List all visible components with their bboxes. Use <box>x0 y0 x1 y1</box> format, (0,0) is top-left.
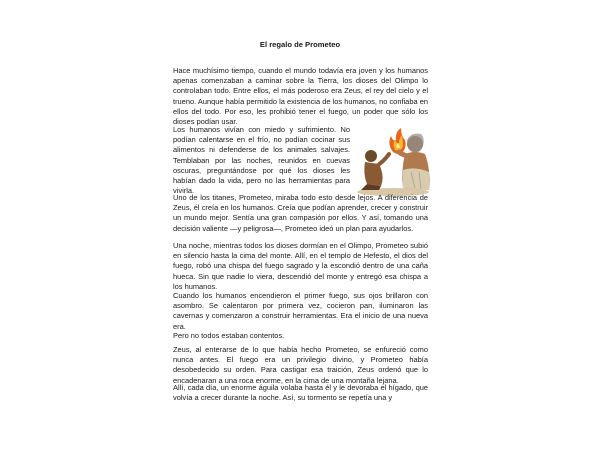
paragraph-text: Pero no todos estaban contentos. <box>173 331 285 340</box>
paragraph-prometheus-watches <box>173 193 428 234</box>
paragraph-text: Una noche, mientras todos los dioses dormían en el Olimpo, Prometeo subió en silencio hasta la cima del monte. Allí, en el templo de Hefesto, el dios del fuego, robó una chispa del fuego sagrado y la escondió dentro de una caña hueca. Sin que nadie lo viera, descendió del monte y entregó esa chispa a los humanos. <box>173 241 428 291</box>
paragraph-text: Zeus, al enterarse de lo que había hecho Prometeo, se enfureció como nunca antes. El fuego era un privilegio divino, y Prometeo había desobedecido su orden. Para castigar esa traición, Zeus ordenó que lo encadenaran a una roca enorme, en la cima de una montaña lejana. <box>173 345 428 385</box>
document-title: El regalo de Prometeo <box>259 40 341 49</box>
prometheus-fire-illustration <box>355 126 433 196</box>
paragraph-text: Cuando los humanos encendieron el primer fuego, sus ojos brillaron con asombro. Se calentaron por primera vez, cocieron pan, iluminaron las cavernas y comenzaron a construir herramientas. Era el inicio de una nueva era. <box>173 291 428 331</box>
paragraph-text: Hace muchísimo tiempo, cuando el mundo todavía era joven y los humanos apenas comenzaban a caminar sobre la Tierra, los dioses del Olimpo lo controlaban todo. Entre ellos, el más poderoso era Zeus, el rey del cielo y el trueno. Aunque había permitido la existencia de los humanos, no confiaba en ellos del todo. Por eso, les prohibió tener el fuego, un poder que sólo los dioses podían usar. <box>173 66 428 127</box>
paragraph-text: Allí, cada día, un enorme águila volaba hasta él y le devoraba el hígado, que volvía a crecer durante la noche. Así, su tormento se repetía una y <box>173 383 428 403</box>
prometheus-giving-fire-icon <box>355 126 433 196</box>
paragraph-eagle-punishment <box>173 383 428 403</box>
paragraph-humans-fear <box>173 125 350 196</box>
human-figure <box>361 150 389 190</box>
paragraph-text: Los humanos vivían con miedo y sufrimiento. No podían calentarse en el frío, no podían cocinar sus alimentos ni defenderse de los animales salvajes. Temblaban por las noches, reunidos en cuevas oscuras, preguntándose por qué los dioses les habían dado la vida, pero no las herramientas para vivirla. <box>173 125 350 196</box>
paragraph-zeus-anger <box>173 345 428 386</box>
paragraph-text: Uno de los titanes, Prometeo, miraba todo esto desde lejos. A diferencia de Zeus, él creía en los humanos. Creía que podían aprender, crecer y construir un mundo mejor. Sentía una gran compasión por ellos. Y así, tomando una decisión valiente —y peligrosa—, Prometeo ideó un plan para ayudarlos. <box>173 193 428 233</box>
paragraph-intro <box>173 66 428 127</box>
paragraph-first-fire <box>173 291 428 332</box>
paragraph-stealing-fire <box>173 241 428 292</box>
paragraph-not-all-happy <box>173 331 428 341</box>
